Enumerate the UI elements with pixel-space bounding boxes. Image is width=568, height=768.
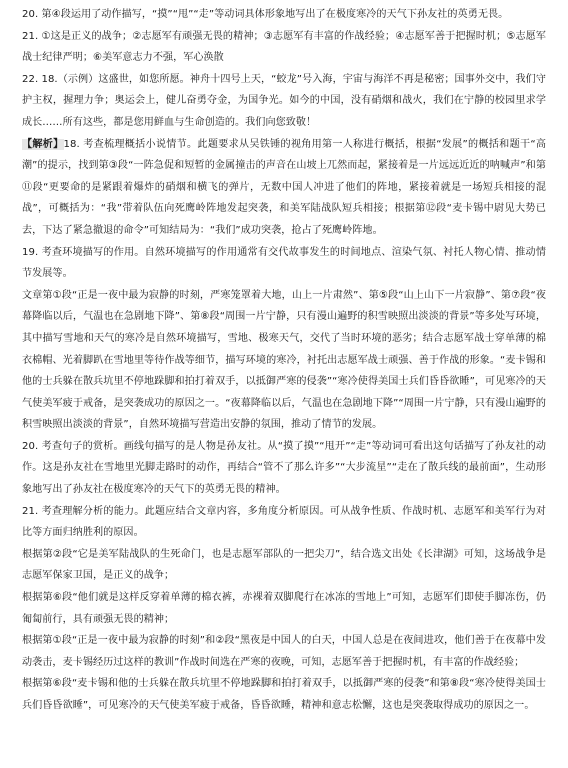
analysis-19: 19. 考查环境描写的作用。自然环境描写的作用通常有交代故事发生的时间地点、渲染气氛、衬托人物心情、推动情节发展等。 <box>22 246 546 280</box>
answer-21: 21. ①这是正义的战争；②志愿军有顽强无畏的精神；③志愿军有丰富的作战经验；④志愿军善于把握时机；⑤志愿军战士纪律严明；⑥美军意志力不强，军心涣散 <box>22 30 546 64</box>
analysis-20: 20. 考查句子的赏析。画线句描写的是人物是孙友社。从“摸了摸”“甩开”“走”等动词可看出这句话描写了孙友社的动作。这是孙友社在雪地里光脚走路时的动作，再结合“管不了那么许多”“大步流星”“走在了散兵线的最前面”，生动形象地写出了孙友社在极度寒冷的天气下的英勇无畏的精神。 <box>22 440 546 496</box>
answer-22: 22. 18.（示例）这盛世，如您所愿。神舟十四号上天，“蛟龙”号入海，宇宙与海洋不再是秘密；国事外交中，我们守护主权，握理力争；奥运会上，健儿奋勇夺金，为国争光。如今的中国，没有硝烟和战火，我们在宁静的校园里求学成长……所有这些，都是您用鲜血与生命创造的。我们向您致敬！ <box>22 73 546 128</box>
analysis-21-reason-1: 根据第②段“它是美军陆战队的生死命门，也是志愿军部队的一把尖刀”，结合选文出处《长津湖》可知，这场战争是志愿军保家卫国，是正义的战争； <box>22 548 546 582</box>
analysis-21: 21. 考查理解分析的能力。此题应结合文章内容，多角度分析原因。可从战争性质、作战时机、志愿军和美军行为对比等方面归纳胜利的原因。 <box>22 505 546 539</box>
analysis-tag: 【解析】 <box>22 138 64 150</box>
analysis-18 <box>22 134 546 242</box>
analysis-21-reason-4: 根据第⑥段“麦卡锡和他的士兵躲在散兵坑里不停地跺脚和拍打着双手，以抵御严寒的侵袭”和第⑧段“寒冷使得美国士兵们昏昏欲睡”，可见寒冷的天气使美军疲于戒备，昏昏欲睡，精神和意志松懈，这也是突袭取得成功的原因之一。 <box>22 678 546 711</box>
analysis-21-reason-2: 根据第⑥段“他们就是这样反穿着单薄的棉衣裤，赤裸着双脚爬行在冰冻的雪地上”可知，志愿军们即使手脚冻伤，仍匍匐前行，具有顽强无畏的精神； <box>22 592 546 625</box>
answer-20: 20. 第④段运用了动作描写，“摸”“甩”“走”等动词具体形象地写出了在极度寒冷的天气下孙友社的英勇无畏。 <box>22 9 509 20</box>
analysis-18-text: 18. 考查梳理概括小说情节。此题要求从吴铁锤的视角用第一人称进行概括，根据“发展”的概括和题干“高潮”的提示，找到第③段“一阵急促和短暂的金属撞击的声音在山坡上兀然而起，紧接着是一片远远近近的呐喊声”和第⑪段“更要命的是紧跟着爆炸的硝烟和横飞的弹片，无数中国人冲进了他们的阵地，紧接着就是一场短兵相接的混战”，可概括为：“我”带着队伍向死鹰岭阵地发起突袭，和美军陆战队短兵相接；根据第⑫段“麦卡锡中尉见大势已去，下达了紧急撤退的命令”可知结局为：“我们”成功突袭，抢占了死鹰岭阵地。 <box>22 138 546 236</box>
analysis-19-detail: 文章第①段“正是一夜中最为寂静的时刻，严寒笼罩着大地，山上一片肃然”、第⑤段“山上山下一片寂静”、第⑦段“夜幕降临以后，气温也在急剧地下降”、第⑧段“周围一片宁静，只有漫山遍野的积雪映照出淡淡的背景”等多处写环境，其中描写雪地和天气的寒冷是自然环境描写，雪地、极寒天气，交代了当时环境的恶劣；结合志愿军战士穿单薄的棉衣棉帽、光着脚趴在雪地里等待作战等细节，描写环境的寒冷，衬托出志愿军战士顽强、善于作战的形象。“麦卡锡和他的士兵躲在散兵坑里不停地跺脚和拍打着双手，以抵御严寒的侵袭”“寒冷使得美国士兵们昏昏欲睡”，可见寒冷的天气使美军疲于戒备，是突袭成功的原因之一。“夜幕降临以后，气温也在急剧地下降”“周围一片宁静，只有漫山遍野的积雪映照出淡淡的背景”，自然环境描写营造出安静的氛围，推动了情节的发展。 <box>22 289 546 431</box>
analysis-21-reason-3: 根据第①段“正是一夜中最为寂静的时刻”和②段“黑夜是中国人的白天，中国人总是在夜间进攻，他们善于在夜幕中发动袭击，麦卡锡经历过这样的教训”作战时间选在严寒的夜晚，可知，志愿军善于把握时机，有丰富的作战经验； <box>22 635 546 668</box>
